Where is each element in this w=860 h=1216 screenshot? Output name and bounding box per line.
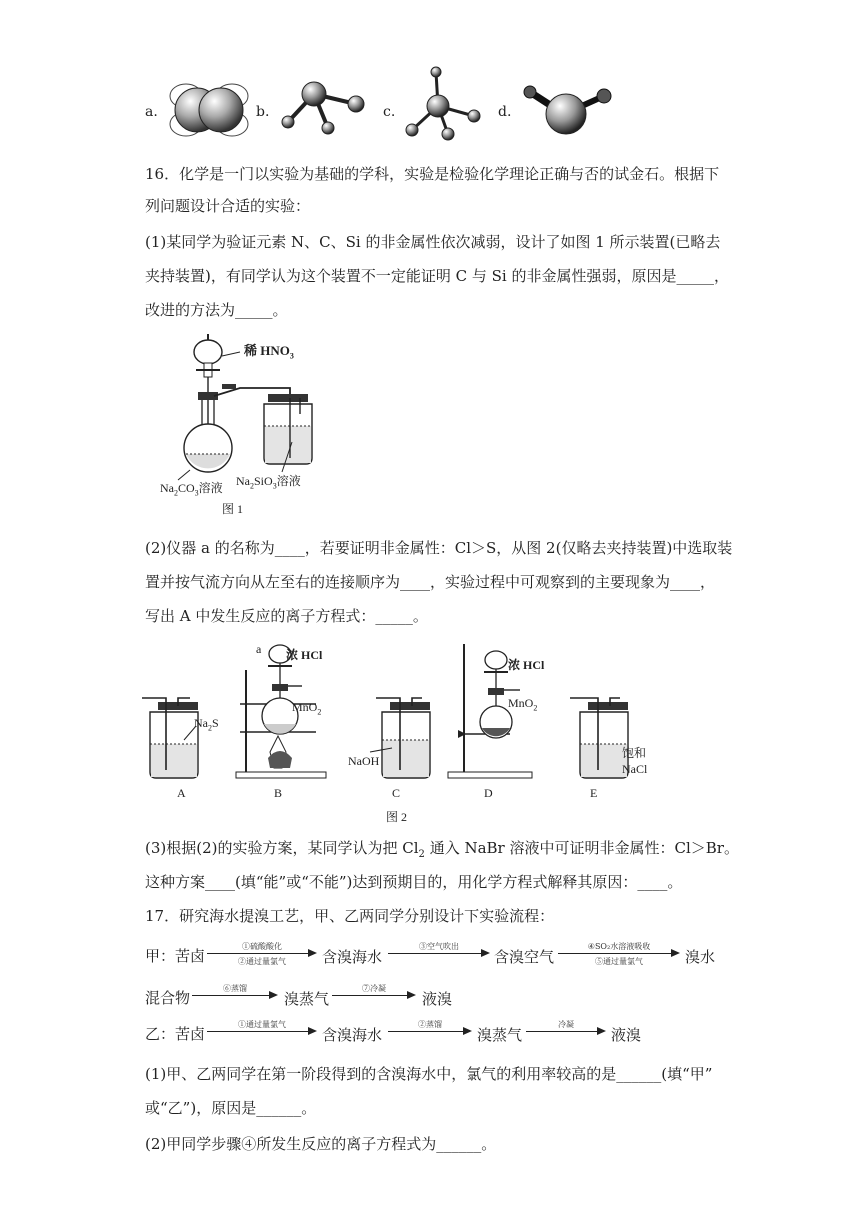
- flow-jia-arrow-3: ④SO₂水溶液吸收 ⑤通过量氯气: [558, 940, 680, 970]
- option-a-model-image: [164, 78, 254, 140]
- q16-part3-line1: (3)根据(2)的实验方案，某同学认为把 $Cl_2$ 通入 NaBr 溶液中可证明非金属性：Cl＞Br。: [145, 839, 739, 860]
- flow-jia-node-4: 混合物: [145, 989, 191, 1007]
- option-a-label: a.: [145, 104, 158, 120]
- fig2-c-naoh-label: NaOH: [348, 754, 380, 768]
- fig2-d-mno2-label: MnO$_2$: [508, 696, 538, 713]
- flow-yi-node-1: 含溴海水: [322, 1026, 383, 1044]
- fig1-na2sio3-label: $Na_2SiO_3$溶液: [236, 474, 301, 491]
- q16-part3-line2: 这种方案____(填“能”或“不能”)达到预期目的，用化学方程式解释其原因：____。: [145, 873, 683, 891]
- fig2-bottle-E: [570, 698, 628, 778]
- flow-jia-arrow-2: ③空气吹出: [388, 940, 490, 970]
- q16-part1-line2: 夹持装置)，有同学认为这个装置不一定能证明 C 与 Si 的非金属性强弱，原因是_____，: [145, 267, 729, 285]
- flow-jia-node-5: 溴蒸气: [284, 990, 330, 1008]
- flow-jia-node-1: 含溴海水: [322, 948, 383, 966]
- q16-part1-line3: 改进的方法为_____。: [145, 301, 288, 319]
- q17-part1-line1: (1)甲、乙两同学在第一阶段得到的含溴海水中，氯气的利用率较高的是______(填“甲”: [145, 1065, 713, 1083]
- option-d-model-image: [518, 78, 618, 140]
- flow-jia-arrow-5: ⑦冷凝: [332, 982, 416, 1012]
- fig2-letter-B: B: [274, 786, 283, 800]
- flow-jia-start: 甲：苦卤: [145, 947, 206, 965]
- fig2-b-conc-hcl-label: 浓 HCl: [286, 648, 323, 662]
- fig1-hno3-label: 稀 $HNO_3$: [244, 343, 294, 361]
- q16-intro-line2: 列问题设计合适的实验：: [145, 197, 311, 215]
- fig2-b-mno2-label: MnO$_2$: [292, 700, 322, 717]
- q16-intro-line1: 16．化学是一门以实验为基础的学科，实验是检验化学理论正确与否的试金石。根据下: [145, 165, 720, 183]
- option-b-model-image: [274, 78, 366, 140]
- option-c-model-image: [400, 64, 492, 144]
- fig2-bottle-A: [142, 698, 198, 778]
- fig2-a-na2s-label: $Na_2S$: [194, 716, 219, 733]
- q17-part2-line1: (2)甲同学步骤④所发生反应的离子方程式为______。: [145, 1135, 497, 1153]
- fig1-na2co3-label: $Na_2CO_3$溶液: [160, 481, 223, 498]
- q17-title: 17．研究海水提溴工艺，甲、乙两同学分别设计下实验流程：: [145, 907, 555, 925]
- q16-part2-line1: (2)仪器 a 的名称为____，若要证明非金属性：Cl＞S，从图 2(仅略去夹持装置)中选取装: [145, 539, 733, 557]
- fig2-letter-C: C: [392, 786, 401, 800]
- q17-part1-line2: 或“乙”)，原因是______。: [145, 1099, 317, 1117]
- fig2-e-saturated-label: 饱和: [622, 746, 647, 760]
- flow-jia-node-6: 液溴: [422, 990, 453, 1008]
- option-b-label: b.: [256, 104, 270, 120]
- flow-yi-arrow-3: 冷凝: [526, 1018, 606, 1048]
- option-d-label: d.: [498, 104, 512, 120]
- flow-jia-arrow-4: ⑥蒸馏: [192, 982, 278, 1012]
- flow-yi-node-3: 液溴: [611, 1026, 642, 1044]
- fig2-letter-A: A: [177, 786, 186, 800]
- fig2-e-nacl-label: NaCl: [622, 762, 648, 776]
- fig2-a-label: a: [256, 642, 262, 656]
- flow-jia-arrow-1: ①硫酸酸化 ②通过量氯气: [207, 940, 317, 970]
- flow-yi-arrow-1: ①通过量氯气: [207, 1018, 317, 1048]
- q16-part2-line2: 置并按气流方向从左至右的连接顺序为____，实验过程中可观察到的主要现象为____，: [145, 573, 716, 591]
- flow-yi-start: 乙：苦卤: [145, 1025, 206, 1043]
- flow-yi-node-2: 溴蒸气: [477, 1026, 523, 1044]
- flow-jia-node-2: 含溴空气: [494, 948, 555, 966]
- fig2-letter-E: E: [590, 786, 598, 800]
- fig1-caption: 图 1: [222, 502, 244, 516]
- fig2-d-conc-hcl-label: 浓 HCl: [508, 658, 545, 672]
- fig2-letter-D: D: [484, 786, 493, 800]
- option-c-label: c.: [383, 104, 396, 120]
- flow-yi-arrow-2: ②蒸馏: [388, 1018, 472, 1048]
- q16-part1-line1: (1)某同学为验证元素 N、C、Si 的非金属性依次减弱，设计了如图 1 所示装置(已略去: [145, 233, 721, 251]
- q16-part2-line3: 写出 A 中发生反应的离子方程式：_____。: [145, 607, 428, 625]
- fig2-caption: 图 2: [386, 810, 408, 824]
- flow-jia-node-3: 溴水: [685, 948, 716, 966]
